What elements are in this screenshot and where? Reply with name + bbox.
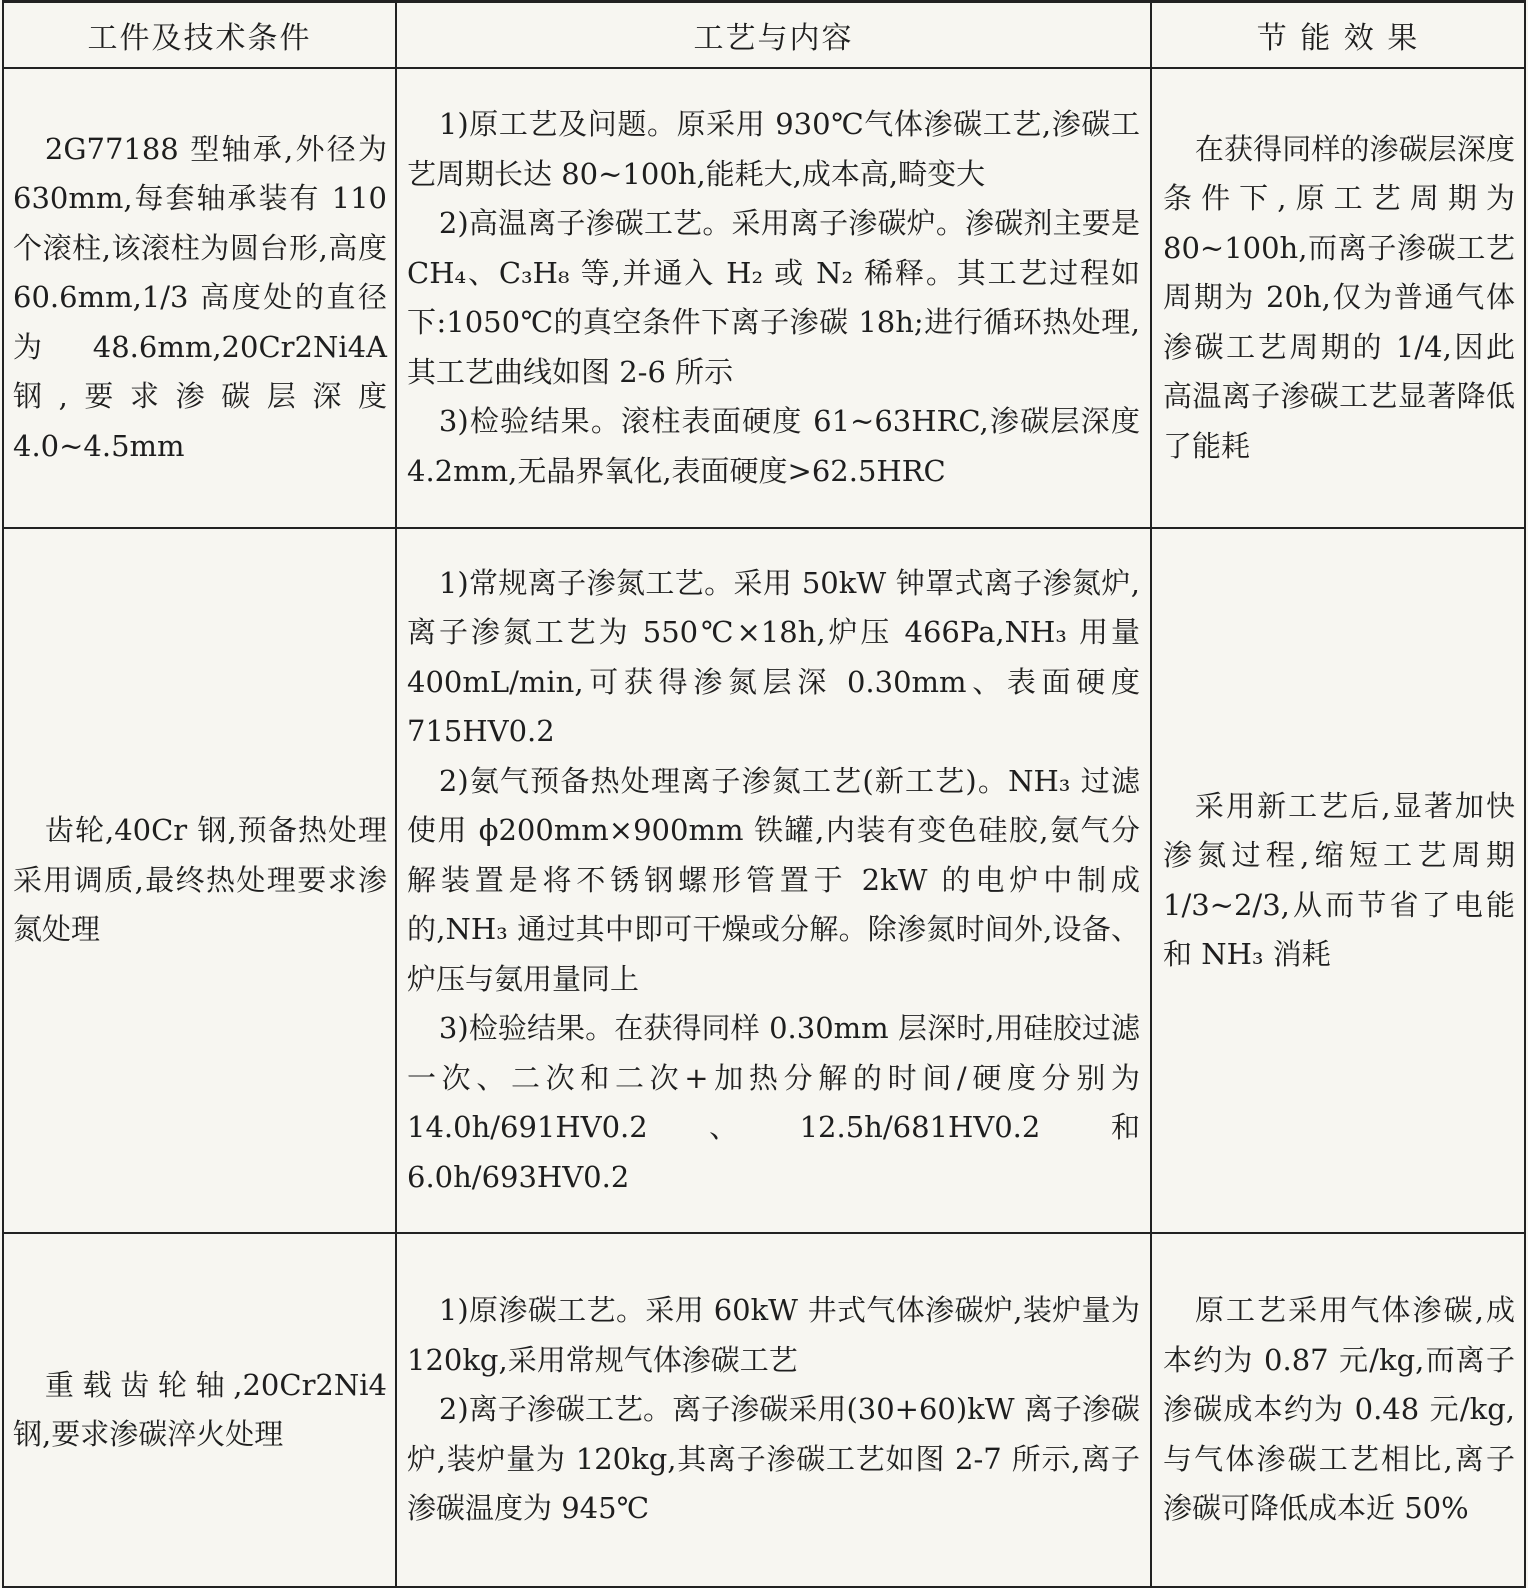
effect-text: 采用新工艺后,显著加快渗氮过程,缩短工艺周期 1/3~2/3,从而节省了电能和 NH₃ 消耗 <box>1163 788 1515 971</box>
process-step: 1)原渗碳工艺。采用 60kW 井式气体渗碳炉,装炉量为 120kg,采用常规气体渗碳工艺 <box>407 1293 1140 1377</box>
workpiece-cell <box>3 1233 396 1587</box>
effect-cell <box>1151 68 1525 528</box>
effect-text: 在获得同样的渗碳层深度条件下,原工艺周期为 80~100h,而离子渗碳工艺周期为 20h,仅为普通气体渗碳工艺周期的 1/4,因此高温离子渗碳工艺显著降低了能耗 <box>1163 131 1515 463</box>
workpiece-cell <box>3 528 396 1233</box>
process-cell <box>396 528 1151 1233</box>
effect-cell <box>1151 1233 1525 1587</box>
workpiece-cell <box>3 68 396 528</box>
workpiece-text: 重载齿轮轴,20Cr2Ni4 钢,要求渗碳淬火处理 <box>13 1367 387 1451</box>
table-row <box>3 528 1525 1233</box>
energy-saving-table <box>2 0 1526 1588</box>
workpiece-text: 齿轮,40Cr 钢,预备热处理采用调质,最终热处理要求渗氮处理 <box>13 813 387 947</box>
header-workpiece: 工件及技术条件 <box>3 2 396 69</box>
table-row <box>3 1233 1525 1587</box>
header-effect: 节 能 效 果 <box>1151 2 1525 69</box>
table-header-row <box>3 2 1525 69</box>
process-step: 1)常规离子渗氮工艺。采用 50kW 钟罩式离子渗氮炉,离子渗氮工艺为 550℃×18h,炉压 466Pa,NH₃ 用量 400mL/min,可获得渗氮层深 0.30mm、表面硬度 715HV0.2 <box>407 565 1140 749</box>
process-step: 1)原工艺及问题。原采用 930℃气体渗碳工艺,渗碳工艺周期长达 80~100h,能耗大,成本高,畸变大 <box>407 107 1140 191</box>
process-cell <box>396 1233 1151 1587</box>
effect-cell <box>1151 528 1525 1233</box>
table-row <box>3 68 1525 528</box>
workpiece-text: 2G77188 型轴承,外径为 630mm,每套轴承装有 110 个滚柱,该滚柱为圆台形,高度 60.6mm,1/3 高度处的直径为 48.6mm,20Cr2Ni4A 钢,要求渗碳层深度 4.0~4.5mm <box>13 131 387 463</box>
process-step: 2)高温离子渗碳工艺。采用离子渗碳炉。渗碳剂主要是 CH₄、C₃H₈ 等,并通入 H₂ 或 N₂ 稀释。其工艺过程如下:1050℃的真空条件下离子渗碳 18h;进行循环热处理,其工艺曲线如图 2-6 所示 <box>407 206 1140 389</box>
process-step: 2)离子渗碳工艺。离子渗碳采用(30+60)kW 离子渗碳炉,装炉量为 120kg,其离子渗碳工艺如图 2-7 所示,离子渗碳温度为 945℃ <box>407 1392 1140 1526</box>
process-step: 2)氨气预备热处理离子渗氮工艺(新工艺)。NH₃ 过滤使用 ϕ200mm×900mm 铁罐,内装有变色硅胶,氨气分解装置是将不锈钢螺形管置于 2kW 的电炉中制成的,NH₃ 通过其中即可干燥或分解。除渗氮时间外,设备、炉压与氨用量同上 <box>407 763 1140 996</box>
process-step: 3)检验结果。在获得同样 0.30mm 层深时,用硅胶过滤一次、二次和二次+加热分解的时间/硬度分别为 14.0h/691HV0.2、12.5h/681HV0.2 和 6.0h/693HV0.2 <box>407 1011 1140 1194</box>
process-step: 3)检验结果。滚柱表面硬度 61~63HRC,渗碳层深度 4.2mm,无晶界氧化,表面硬度>62.5HRC <box>407 404 1140 488</box>
process-cell <box>396 68 1151 528</box>
header-process: 工艺与内容 <box>396 2 1151 69</box>
effect-text: 原工艺采用气体渗碳,成本约为 0.87 元/kg,而离子渗碳成本约为 0.48 元/kg,与气体渗碳工艺相比,离子渗碳可降低成本近 50% <box>1163 1293 1515 1526</box>
